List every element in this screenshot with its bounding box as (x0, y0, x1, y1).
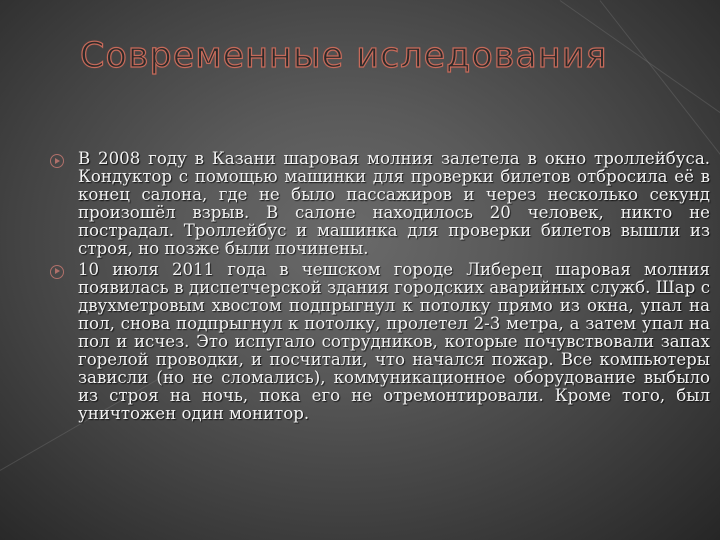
decorative-line (600, 0, 720, 158)
list-item-text: В 2008 году в Казани шаровая молния залетела в окно троллейбуса. Кондуктор с помощью машинки для проверки билетов отбросила её в конец салона, где не было пассажиров и через несколько секунд произошёл взрыв. В салоне находилось 20 человек, никто не пострадал. Троллейбус и машинка для проверки билетов вышли из строя, но позже были починены. (78, 149, 710, 259)
circle-arrow-bullet-icon (50, 265, 64, 279)
list-item (60, 261, 710, 424)
list-item-text: 10 июля 2011 года в чешском городе Либерец шаровая молния появилась в диспетчерской здания городских аварийных служб. Шар с двухметровым хвостом подпрыгнул к потолку прямо из окна, упал на пол, снова подпрыгнул к потолку, пролетел 2-3 метра, а затем упал на пол и исчез. Это испугало сотрудников, которые почувствовали запах горелой проводки, и посчитали, что начался пожар. Все компьютеры зависли (но не сломались), коммуникационное оборудование выбыло из строя на ночь, пока его не отремонтировали. Кроме того, был уничтожен один монитор. (78, 259, 710, 424)
circle-arrow-bullet-icon (50, 154, 64, 168)
slide-title: Современные иследования (80, 36, 608, 76)
list-item (60, 150, 710, 259)
bullet-list (60, 150, 710, 425)
